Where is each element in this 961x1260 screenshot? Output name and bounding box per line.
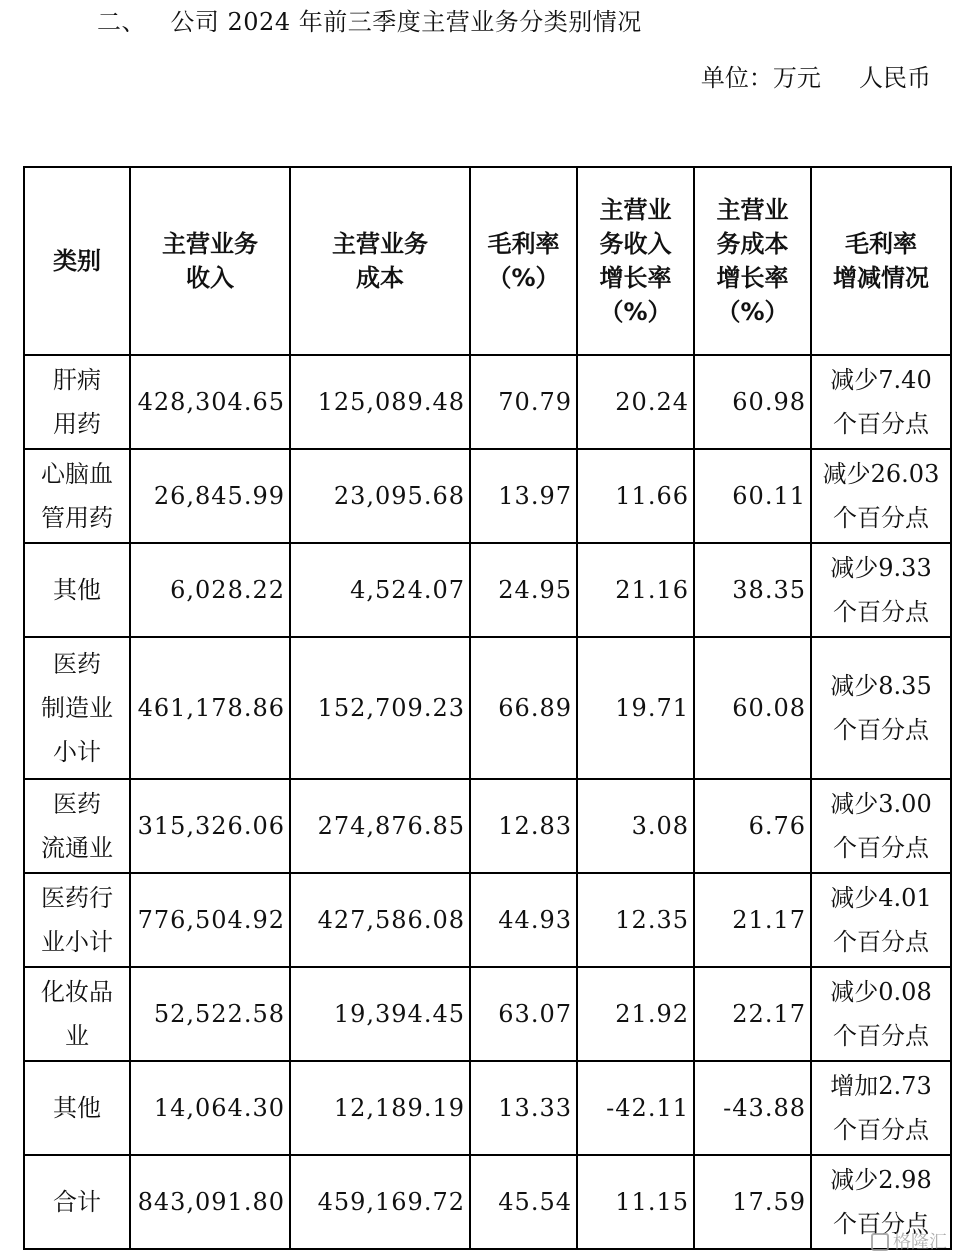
margin-change-line: 减少9.33 bbox=[830, 554, 932, 582]
table-row bbox=[24, 967, 951, 1061]
cost-cell: 23,095.68 bbox=[290, 449, 470, 543]
margin-change-line: 减少2.98 bbox=[830, 1166, 932, 1194]
revenue-growth-cell: 19.71 bbox=[577, 637, 694, 779]
cost-cell: 274,876.85 bbox=[290, 779, 470, 873]
margin-change-line: 个百分点 bbox=[833, 1116, 929, 1144]
category-cell: 化妆品 业 bbox=[24, 967, 130, 1061]
header-margin-change: 毛利率 增减情况 bbox=[811, 167, 951, 355]
category-cell: 心脑血 管用药 bbox=[24, 449, 130, 543]
table-row bbox=[24, 1061, 951, 1155]
category-cell: 合计 bbox=[24, 1155, 130, 1249]
header-revenue-growth: 主营业 务收入 增长率 （%） bbox=[577, 167, 694, 355]
table-body bbox=[24, 355, 951, 1249]
revenue-cell: 14,064.30 bbox=[130, 1061, 290, 1155]
revenue-growth-cell: 11.15 bbox=[577, 1155, 694, 1249]
revenue-cell: 6,028.22 bbox=[130, 543, 290, 637]
revenue-cell: 52,522.58 bbox=[130, 967, 290, 1061]
cost-growth-cell: 22.17 bbox=[694, 967, 811, 1061]
revenue-growth-cell: 12.35 bbox=[577, 873, 694, 967]
header-cost: 主营业务 成本 bbox=[290, 167, 470, 355]
margin-change-line: 个百分点 bbox=[833, 928, 929, 956]
cost-growth-cell: 60.11 bbox=[694, 449, 811, 543]
margin-change-cell bbox=[811, 779, 951, 873]
cost-cell: 4,524.07 bbox=[290, 543, 470, 637]
revenue-cell: 776,504.92 bbox=[130, 873, 290, 967]
watermark-logo-icon bbox=[871, 1233, 889, 1251]
watermark-text: 格隆汇 bbox=[893, 1232, 947, 1253]
margin-change-line: 个百分点 bbox=[833, 598, 929, 626]
cost-cell: 152,709.23 bbox=[290, 637, 470, 779]
table-row bbox=[24, 637, 951, 779]
margin-change-line: 个百分点 bbox=[833, 410, 929, 438]
cost-cell: 427,586.08 bbox=[290, 873, 470, 967]
margin-change-cell bbox=[811, 637, 951, 779]
category-cell: 医药 流通业 bbox=[24, 779, 130, 873]
gross-margin-cell: 24.95 bbox=[470, 543, 577, 637]
revenue-cell: 461,178.86 bbox=[130, 637, 290, 779]
revenue-cell: 26,845.99 bbox=[130, 449, 290, 543]
cost-cell: 125,089.48 bbox=[290, 355, 470, 449]
margin-change-line: 减少8.35 bbox=[830, 672, 932, 700]
cost-cell: 459,169.72 bbox=[290, 1155, 470, 1249]
cost-growth-cell: -43.88 bbox=[694, 1061, 811, 1155]
margin-change-cell bbox=[811, 967, 951, 1061]
category-cell: 医药 制造业 小计 bbox=[24, 637, 130, 779]
margin-change-line: 减少4.01 bbox=[830, 884, 932, 912]
margin-change-cell bbox=[811, 449, 951, 543]
revenue-growth-cell: 11.66 bbox=[577, 449, 694, 543]
header-cost-growth: 主营业 务成本 增长率 （%） bbox=[694, 167, 811, 355]
cost-growth-cell: 21.17 bbox=[694, 873, 811, 967]
margin-change-line: 减少26.03 bbox=[822, 460, 940, 488]
margin-change-cell bbox=[811, 355, 951, 449]
table-row bbox=[24, 355, 951, 449]
margin-change-line: 增加2.73 bbox=[830, 1072, 932, 1100]
header-gross-margin: 毛利率 （%） bbox=[470, 167, 577, 355]
margin-change-line: 个百分点 bbox=[833, 834, 929, 862]
gross-margin-cell: 12.83 bbox=[470, 779, 577, 873]
revenue-growth-cell: 21.16 bbox=[577, 543, 694, 637]
revenue-by-category-table bbox=[23, 166, 952, 1250]
table-header-row bbox=[24, 167, 951, 355]
margin-change-cell bbox=[811, 1061, 951, 1155]
header-revenue: 主营业务 收入 bbox=[130, 167, 290, 355]
cost-cell: 12,189.19 bbox=[290, 1061, 470, 1155]
header-category: 类别 bbox=[24, 167, 130, 355]
revenue-cell: 428,304.65 bbox=[130, 355, 290, 449]
gross-margin-cell: 66.89 bbox=[470, 637, 577, 779]
margin-change-line: 减少3.00 bbox=[830, 790, 932, 818]
table-row bbox=[24, 449, 951, 543]
category-cell: 其他 bbox=[24, 543, 130, 637]
revenue-growth-cell: 3.08 bbox=[577, 779, 694, 873]
revenue-cell: 315,326.06 bbox=[130, 779, 290, 873]
margin-change-line: 减少7.40 bbox=[830, 366, 932, 394]
watermark bbox=[871, 1228, 947, 1254]
gross-margin-cell: 45.54 bbox=[470, 1155, 577, 1249]
category-cell: 肝病 用药 bbox=[24, 355, 130, 449]
gross-margin-cell: 13.33 bbox=[470, 1061, 577, 1155]
gross-margin-cell: 44.93 bbox=[470, 873, 577, 967]
category-cell: 其他 bbox=[24, 1061, 130, 1155]
margin-change-cell bbox=[811, 873, 951, 967]
margin-change-line: 个百分点 bbox=[833, 716, 929, 744]
margin-change-line: 减少0.08 bbox=[830, 978, 932, 1006]
cost-growth-cell: 60.08 bbox=[694, 637, 811, 779]
section-heading: 二、 公司 2024 年前三季度主营业务分类别情况 bbox=[97, 8, 642, 36]
category-cell: 医药行 业小计 bbox=[24, 873, 130, 967]
table-row bbox=[24, 779, 951, 873]
revenue-cell: 843,091.80 bbox=[130, 1155, 290, 1249]
margin-change-line: 个百分点 bbox=[833, 504, 929, 532]
cost-growth-cell: 60.98 bbox=[694, 355, 811, 449]
currency-unit-note: 单位：万元 人民币 bbox=[700, 64, 931, 92]
revenue-growth-cell: -42.11 bbox=[577, 1061, 694, 1155]
margin-change-line: 个百分点 bbox=[833, 1022, 929, 1050]
cost-growth-cell: 38.35 bbox=[694, 543, 811, 637]
table-row bbox=[24, 543, 951, 637]
margin-change-line: 个百分点 bbox=[833, 1210, 929, 1238]
revenue-growth-cell: 20.24 bbox=[577, 355, 694, 449]
gross-margin-cell: 70.79 bbox=[470, 355, 577, 449]
margin-change-cell bbox=[811, 543, 951, 637]
gross-margin-cell: 13.97 bbox=[470, 449, 577, 543]
cost-cell: 19,394.45 bbox=[290, 967, 470, 1061]
table-row bbox=[24, 873, 951, 967]
revenue-growth-cell: 21.92 bbox=[577, 967, 694, 1061]
cost-growth-cell: 17.59 bbox=[694, 1155, 811, 1249]
gross-margin-cell: 63.07 bbox=[470, 967, 577, 1061]
cost-growth-cell: 6.76 bbox=[694, 779, 811, 873]
table-row bbox=[24, 1155, 951, 1249]
